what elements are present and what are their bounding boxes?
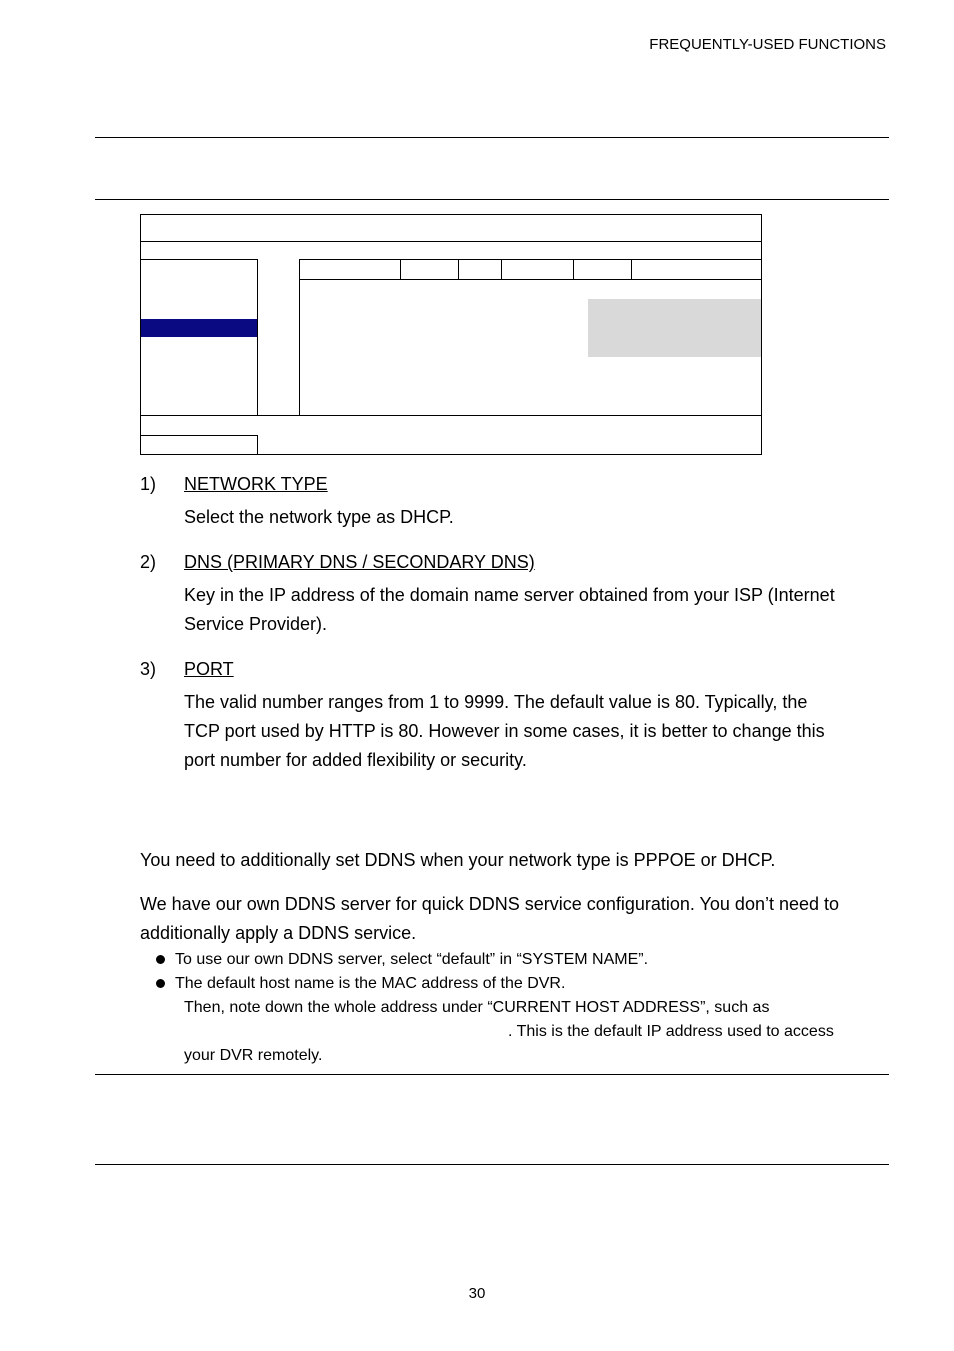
ddns-paragraph: We have our own DDNS server for quick DDNS service configuration. You don’t need to <box>140 894 840 914</box>
item-text: port number for added flexibility or security. <box>184 750 527 770</box>
item-heading-port: PORT <box>184 659 234 679</box>
menu-content-panel <box>299 259 761 416</box>
ddns-bullet-text: To use our own DDNS server, select “default” in “SYSTEM NAME”. <box>175 951 649 968</box>
item-text: Service Provider). <box>184 614 328 634</box>
tab-baseline <box>632 279 761 280</box>
item-number: 1) <box>140 474 157 494</box>
section-rule <box>95 137 889 138</box>
menu-bottom-button[interactable] <box>141 435 258 455</box>
item-number: 3) <box>140 659 157 679</box>
item-text: Select the network type as DHCP. <box>184 507 454 527</box>
menu-tab[interactable] <box>400 260 459 280</box>
ddns-paragraph: additionally apply a DDNS service. <box>140 923 417 943</box>
item-text: Key in the IP address of the domain name server obtained from your ISP (Internet <box>184 585 835 605</box>
item-text: The valid number ranges from 1 to 9999. The default value is 80. Typically, the <box>184 692 808 712</box>
ddns-note-text: Then, note down the whole address under “CURRENT HOST ADDRESS”, such as <box>184 999 770 1016</box>
page-number: 30 <box>468 1285 486 1302</box>
menu-tab[interactable] <box>574 260 632 280</box>
section-rule <box>95 199 889 200</box>
ddns-paragraph: You need to additionally set DDNS when your network type is PPPOE or DHCP. <box>140 850 776 870</box>
menu-value-panel <box>588 299 761 357</box>
ddns-note-text: your DVR remotely. <box>184 1047 323 1064</box>
item-text: TCP port used by HTTP is 80. However in some cases, it is better to change this <box>184 721 825 741</box>
bullet-icon <box>156 979 165 988</box>
network-menu-screenshot <box>140 214 762 455</box>
menu-tab[interactable] <box>502 260 574 280</box>
section-rule <box>95 1074 889 1075</box>
menu-tab[interactable] <box>458 260 502 280</box>
menu-sidebar-selected-item[interactable] <box>141 319 257 337</box>
page-header-title: FREQUENTLY-USED FUNCTIONS <box>649 36 886 53</box>
section-rule <box>95 1164 889 1165</box>
item-heading-network-type: NETWORK TYPE <box>184 474 328 494</box>
ddns-note-text: . This is the default IP address used to access <box>508 1023 834 1040</box>
menu-bottom-divider <box>141 415 761 416</box>
tab-baseline <box>300 279 400 280</box>
bullet-icon <box>156 955 165 964</box>
item-heading-dns: DNS (PRIMARY DNS / SECONDARY DNS) <box>184 552 535 572</box>
menu-title-bar <box>141 215 761 242</box>
item-number: 2) <box>140 552 157 572</box>
menu-sidebar <box>141 259 258 416</box>
ddns-bullet-text: The default host name is the MAC address of the DVR. <box>175 975 566 992</box>
